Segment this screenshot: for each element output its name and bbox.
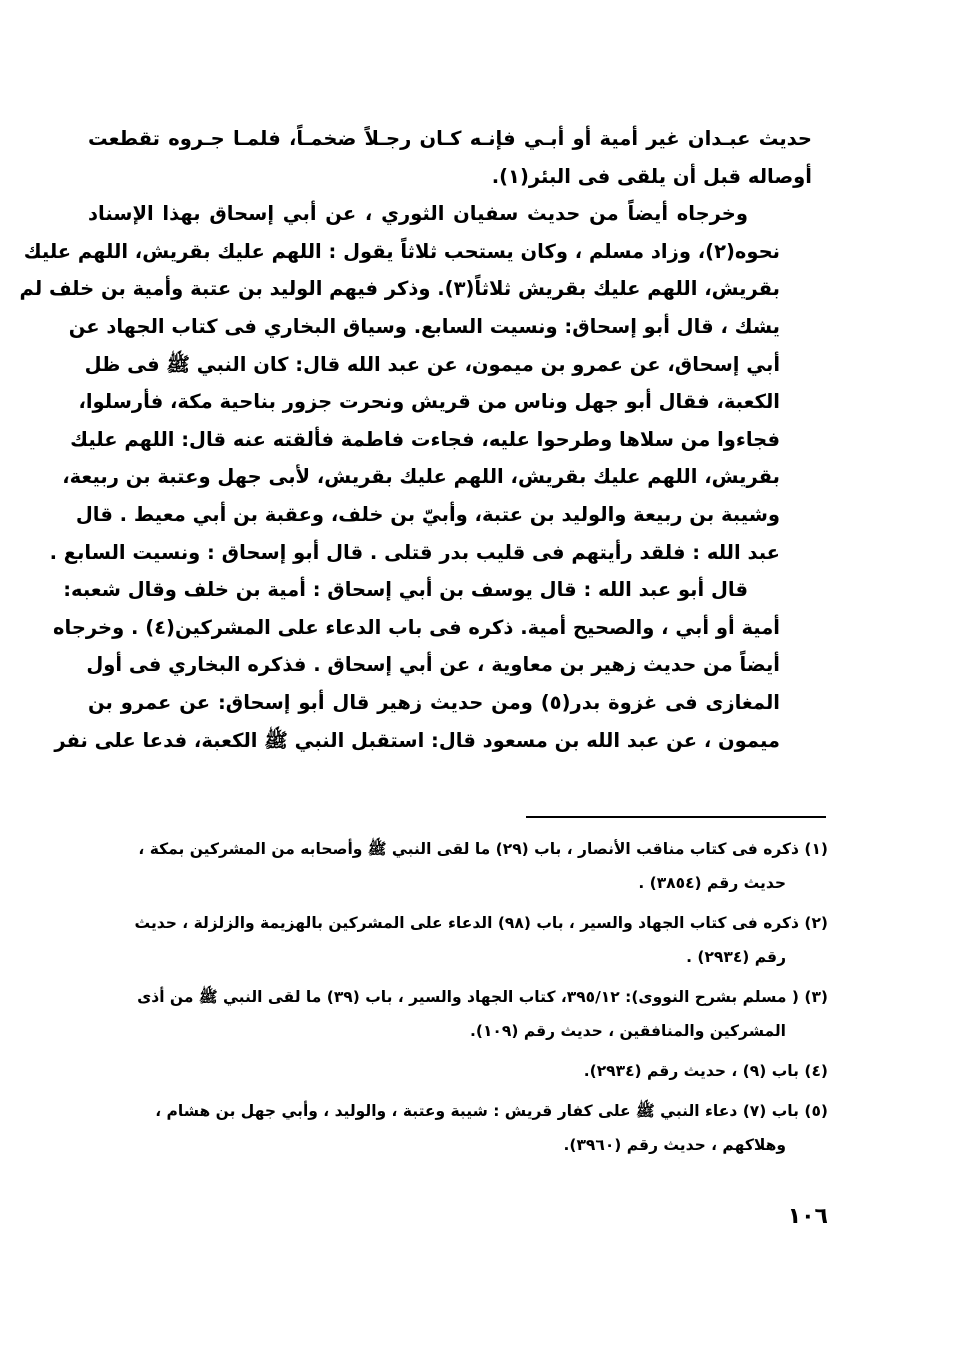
text-line: المغازى فى غزوة بدر(٥) ومن حديث زهير قال أبو إسحاق: عن عمرو بن [88, 690, 780, 714]
text-line: حديث عبـدان غير أمية أو أبـي فإنـه كـان رجـلاً ضخمـاً، فلمـا جـروه تقطعت [88, 127, 812, 150]
text-line: وخرجاه أيضاً من حديث سفيان الثوري ، عن أبي إسحاق بهذا الإسناد [88, 202, 748, 226]
text-line: أمية أو أبي ، والصحيح أمية. ذكره فى باب الدعاء على المشركين(٤) . وخرجاه [53, 615, 780, 639]
paragraph-1 [88, 120, 812, 195]
text-line: عبد الله : فلقد رأيتهم فى قليب بدر قتلى . قال أبو إسحاق : ونسيت السابع . [49, 540, 780, 564]
text-line: الكعبة، فقال أبو جهل وناس من قريش ونحرت جزور بناحية مكة، فأرسلوا، [78, 390, 780, 414]
footnote-line: حديث رقم (٣٨٥٤) . [638, 874, 786, 892]
page-number: ١٠٦ [787, 1204, 828, 1229]
text-line: ميمون ، عن عبد الله بن مسعود قال: استقبل النبي ﷺ الكعبة، فدعا على نفر [54, 728, 780, 752]
text-line: قال أبو عبد الله : قال يوسف بن أبي إسحاق : أمية بن خلف وقال شعبه: [63, 578, 748, 602]
text-line: بقريش، اللهم عليك بقريش ثلاثاً(٣). وذكر فيهم الوليد بن عتبة وأمية بن خلف لم [19, 277, 780, 301]
text-line: فجاءوا من سلاها وطرحوا عليه، فجاءت فاطمة فألقته عنه قال: اللهم عليك [70, 427, 780, 451]
footnote-line: (٣) ( مسلم بشرح النووى): ٣٩٥/١٢، كتاب الجهاد والسير ، باب (٣٩) ما لقى النبي ﷺ من أذى [137, 988, 828, 1006]
text-line: أيضاً من حديث زهير بن معاوية ، عن أبي إسحاق . فذكره البخاري فى أول [86, 653, 780, 677]
text-line: نحوه(٢)، وزاد مسلم ، وكان يستحب ثلاثاً يقول : اللهم عليك بقريش، اللهم عليك [23, 239, 780, 263]
footnote-2 [88, 906, 828, 974]
footnote-3 [88, 980, 828, 1048]
paragraph-3 [53, 571, 812, 759]
text-line: وشيبة بن ربيعة والوليد بن عتبة، وأبيّ بن خلف، وعقبة بن أبي معيط . قال [75, 502, 780, 526]
text-line: يشك ، قال أبو إسحاق: ونسيت السابع. وسياق البخاري فى كتاب الجهاد عن [68, 314, 780, 338]
footnotes [88, 832, 828, 1168]
main-text [19, 120, 812, 759]
footnote-5 [88, 1094, 828, 1162]
footnote-line: رقم (٢٩٣٤) . [686, 948, 786, 966]
footnote-line: (٢) ذكره فى كتاب الجهاد والسير ، باب (٩٨) الدعاء على المشركين بالهزيمة والزلزلة ، حديث [134, 914, 828, 932]
footnote-separator [526, 816, 826, 818]
footnote-4 [88, 1054, 828, 1088]
paragraph-2 [19, 195, 812, 571]
footnote-line: (١) ذكره فى كتاب مناقب الأنصار ، باب (٢٩) ما لقى النبي ﷺ وأصحابه من المشركين بمكة ، [138, 840, 828, 858]
footnote-line: (٤) باب (٩) ، حديث رقم (٢٩٣٤). [583, 1062, 828, 1080]
text-line: أوصاله قبل أن يلقى فى البئر(١). [491, 164, 812, 188]
footnote-line: المشركين والمنافقين ، حديث رقم (١٠٩). [469, 1022, 786, 1040]
text-line: أبي إسحاق، عن عمرو بن ميمون، عن عبد الله قال: كان النبي ﷺ فى ظل [84, 352, 780, 376]
footnote-line: (٥) باب (٧) دعاء النبي ﷺ على كفار قريش : شيبة وعتبة ، والوليد ، وأبي جهل بن هشام ، [155, 1102, 828, 1120]
text-line: بقريش، اللهم عليك بقريش، اللهم عليك بقريش، لأبى جهل وعتبة بن ربيعة، [62, 465, 780, 489]
footnote-1 [88, 832, 828, 900]
footnote-line: وهلاكهم ، حديث رقم (٣٩٦٠). [563, 1136, 786, 1154]
